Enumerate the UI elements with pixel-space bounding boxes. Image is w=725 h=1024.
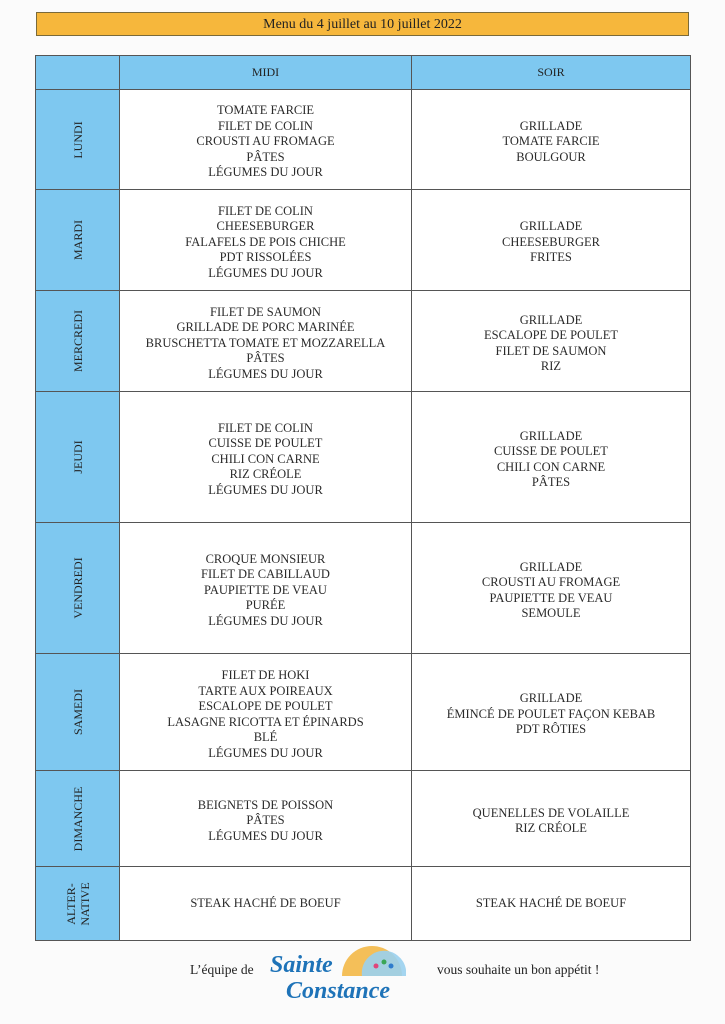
menu-cell-soir (412, 523, 691, 654)
dish-item: GRILLADE (519, 428, 583, 443)
day-label: SAMEDI (70, 688, 85, 736)
menu-row (36, 190, 691, 291)
menu-row (36, 90, 691, 190)
dish-item: FILET DE COLIN (218, 203, 313, 218)
menu-cell-midi (120, 523, 412, 654)
menu-cell-midi (120, 867, 412, 941)
dish-item: PÂTES (531, 475, 571, 489)
dish-item: CHEESEBURGER (502, 234, 600, 249)
menu-cell-soir (412, 867, 691, 941)
dish-item: LÉGUMES DU JOUR (208, 745, 323, 760)
dish-item: FILET DE SAUMON (210, 304, 321, 319)
day-cell (36, 190, 120, 291)
day-cell (36, 291, 120, 392)
menu-row (36, 392, 691, 523)
dish-item: ÉMINCÉ DE POULET FAÇON KEBAB (446, 706, 656, 721)
menu-row (36, 523, 691, 654)
dish-item: PAUPIETTE DE VEAU (489, 590, 613, 605)
dish-item: LÉGUMES DU JOUR (208, 613, 323, 628)
dish-item: LASAGNE RICOTTA ET ÉPINARDS (167, 714, 364, 729)
dish-item: SEMOULE (521, 606, 581, 620)
dish-item: FILET DE SAUMON (495, 343, 607, 358)
svg-text:Sainte: Sainte (270, 952, 333, 978)
menu-row (36, 291, 691, 392)
dish-item: PURÉE (245, 598, 286, 613)
dish-item: GRILLADE DE PORC MARINÉE (176, 320, 355, 335)
day-label: MERCREDI (70, 309, 85, 373)
dish-item: FRITES (530, 250, 572, 265)
dish-item: LÉGUMES DU JOUR (208, 482, 323, 497)
dish-item: TOMATE FARCIE (502, 134, 600, 149)
day-label-line: NATIVE (77, 881, 92, 926)
dish-item: TOMATE FARCIE (216, 103, 315, 118)
dish-item: PAUPIETTE DE VEAU (204, 582, 327, 597)
dish-item: CHEESEBURGER (216, 219, 315, 234)
dish-item: CROUSTI AU FROMAGE (481, 575, 621, 589)
day-cell (36, 654, 120, 771)
menu-cell-soir (412, 190, 691, 291)
day-label: VENDREDI (70, 557, 85, 619)
dish-item: PÂTES (246, 813, 285, 828)
menu-cell-soir (412, 392, 691, 523)
dish-item: PÂTES (246, 149, 285, 164)
dish-item: RIZ CRÉOLE (515, 821, 587, 835)
menu-row (36, 867, 691, 941)
dish-item: STEAK HACHÉ DE BOEUF (475, 895, 627, 910)
dish-item: ESCALOPE DE POULET (198, 699, 333, 713)
day-label: JEUDI (70, 440, 85, 474)
dish-item: PDT RÔTIES (515, 722, 587, 737)
dish-item: BLÉ (253, 730, 278, 744)
dish-item: FALAFELS DE POIS CHICHE (185, 234, 346, 249)
day-label: MARDI (70, 219, 85, 261)
footer-right-text: vous souhaite un bon appétit ! (437, 962, 600, 977)
dish-item: LÉGUMES DU JOUR (208, 265, 323, 280)
dish-item: FILET DE HOKI (221, 668, 310, 682)
dish-item: PÂTES (246, 351, 285, 366)
dish-item: PDT RISSOLÉES (219, 250, 312, 265)
dish-item: CROUSTI AU FROMAGE (196, 134, 335, 149)
dish-item: LÉGUMES DU JOUR (208, 366, 323, 381)
day-cell (36, 523, 120, 654)
dish-item: RIZ (540, 359, 562, 373)
day-cell (36, 867, 120, 941)
header-corner (36, 56, 120, 90)
dish-item: GRILLADE (519, 219, 583, 234)
column-header-soir: SOIR (412, 56, 691, 90)
dish-item: CUISSE DE POULET (494, 444, 608, 458)
menu-cell-midi (120, 90, 412, 190)
svg-text:Constance: Constance (286, 978, 391, 1004)
menu-cell-soir (412, 90, 691, 190)
dish-item: BEIGNETS DE POISSON (197, 797, 334, 812)
dish-item: FILET DE COLIN (218, 118, 313, 133)
menu-cell-soir (412, 654, 691, 771)
menu-row (36, 654, 691, 771)
dish-item: FILET DE CABILLAUD (201, 567, 330, 582)
dish-item: STEAK HACHÉ DE BOEUF (190, 895, 341, 910)
dish-item: GRILLADE (519, 312, 583, 327)
dish-item: CUISSE DE POULET (208, 436, 323, 451)
menu-table (35, 55, 691, 941)
dish-item: FILET DE COLIN (218, 420, 313, 435)
day-label (64, 882, 92, 925)
dish-item: RIZ CRÉOLE (229, 467, 302, 482)
dish-item: LÉGUMES DU JOUR (208, 165, 323, 180)
sainte-constance-logo (264, 940, 434, 1008)
menu-cell-soir (412, 771, 691, 867)
dish-item: GRILLADE (519, 691, 583, 706)
footer (0, 940, 725, 1010)
day-label: LUNDI (70, 120, 85, 159)
dish-item: TARTE AUX POIREAUX (198, 683, 333, 698)
dish-item: BOULGOUR (516, 149, 586, 164)
column-header-midi: MIDI (120, 56, 412, 90)
dish-item: BRUSCHETTA TOMATE ET MOZZARELLA (145, 335, 386, 350)
footer-left-text: L’équipe de (190, 962, 254, 977)
menu-cell-midi (120, 771, 412, 867)
dish-item: LÉGUMES DU JOUR (208, 828, 323, 843)
day-cell (36, 392, 120, 523)
day-cell (36, 771, 120, 867)
menu-cell-midi (120, 392, 412, 523)
day-label-line: ALTER- (63, 882, 78, 925)
dish-item: QUENELLES DE VOLAILLE (472, 805, 630, 820)
day-cell (36, 90, 120, 190)
menu-cell-midi (120, 190, 412, 291)
menu-row (36, 771, 691, 867)
dish-item: GRILLADE (519, 559, 583, 574)
menu-title: Menu du 4 juillet au 10 juillet 2022 (36, 12, 689, 36)
dish-item: CHILI CON CARNE (211, 451, 320, 466)
dish-item: CROQUE MONSIEUR (205, 551, 326, 566)
menu-cell-midi (120, 654, 412, 771)
dish-item: GRILLADE (519, 118, 583, 133)
menu-cell-midi (120, 291, 412, 392)
menu-cell-soir (412, 291, 691, 392)
dish-item: ESCALOPE DE POULET (483, 328, 619, 342)
day-label: DIMANCHE (70, 786, 85, 851)
dish-item: CHILI CON CARNE (496, 459, 606, 474)
